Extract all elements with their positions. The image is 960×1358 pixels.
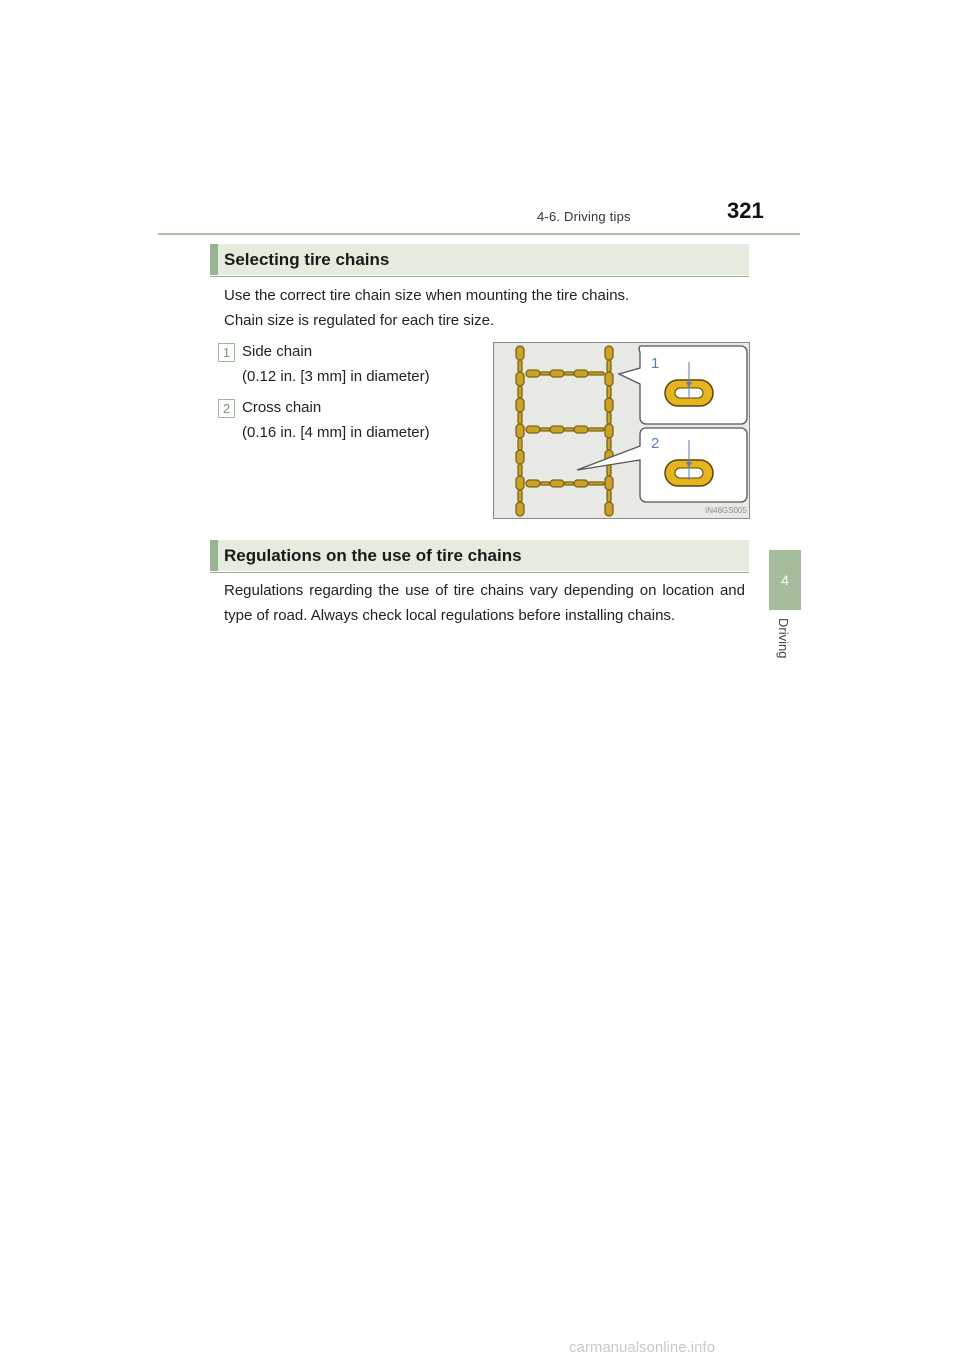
chapter-tab bbox=[769, 550, 801, 610]
item-cross-chain-spec: (0.16 in. [4 mm] in diameter) bbox=[242, 424, 430, 441]
section-heading-selecting-tire-chains bbox=[210, 244, 749, 275]
callout-number-1: 1 bbox=[651, 355, 660, 372]
figure-code: IN46GS005 bbox=[705, 506, 747, 515]
tire-chain-diagram bbox=[493, 342, 750, 519]
intro-line-2: Chain size is regulated for each tire size. bbox=[224, 312, 495, 329]
running-header-section: 4-6. Driving tips bbox=[537, 209, 631, 224]
footer-watermark: carmanualsonline.info bbox=[569, 1339, 715, 1356]
tire-chain-illustration bbox=[493, 342, 750, 519]
section-heading-text: Regulations on the use of tire chains bbox=[224, 545, 522, 565]
callout-number-2: 2 bbox=[651, 435, 660, 452]
section-heading-regulations bbox=[210, 540, 749, 571]
item-number-badge: 1 bbox=[218, 343, 235, 362]
header-divider bbox=[158, 233, 800, 235]
section-heading-text: Selecting tire chains bbox=[224, 249, 390, 269]
regulations-paragraph: Regulations regarding the use of tire chains vary depending on location and type of road. Always check local regulations before installing chains. bbox=[224, 582, 745, 624]
item-cross-chain-name: Cross chain bbox=[242, 399, 322, 416]
intro-line-1: Use the correct tire chain size when mounting the tire chains. bbox=[224, 287, 630, 304]
chapter-number: 4 bbox=[781, 572, 789, 588]
item-number-badge: 2 bbox=[218, 399, 235, 418]
item-side-chain-spec: (0.12 in. [3 mm] in diameter) bbox=[242, 368, 430, 385]
item-side-chain-name: Side chain bbox=[242, 343, 313, 360]
page-number: 321 bbox=[727, 198, 764, 223]
chapter-label: Driving bbox=[776, 618, 791, 659]
